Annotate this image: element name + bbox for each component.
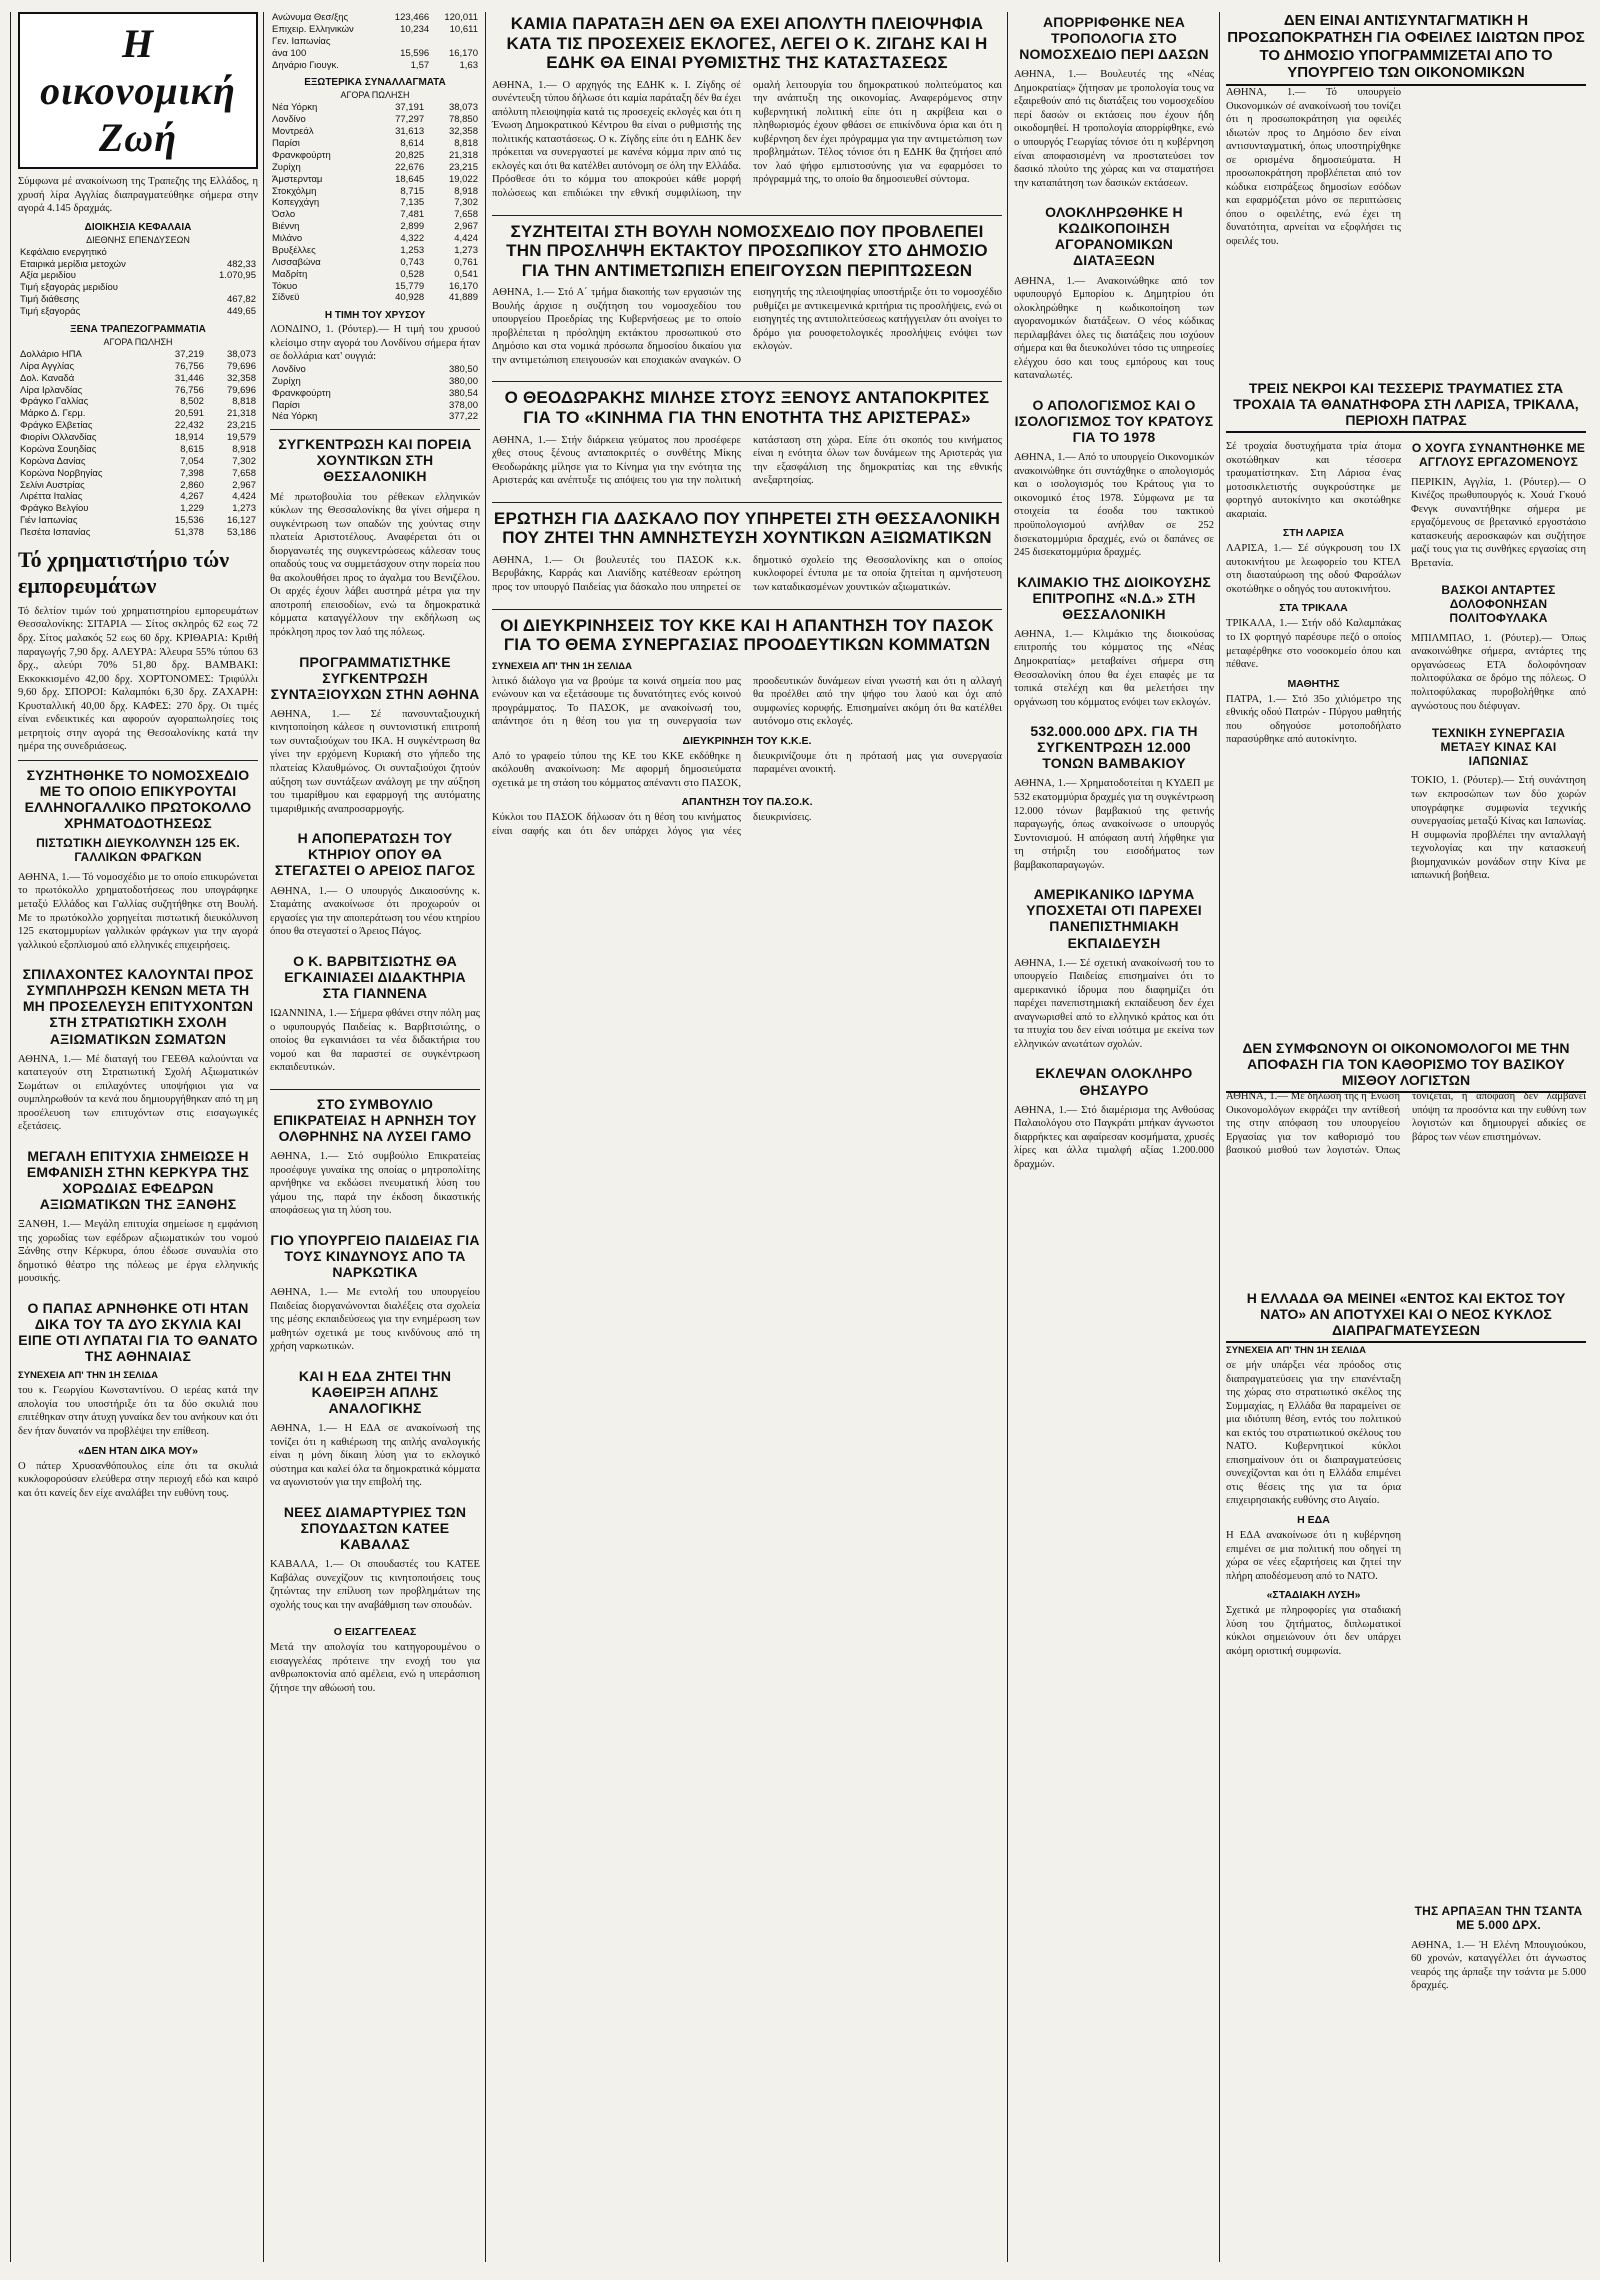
article-council-of-state xyxy=(270,1096,480,1218)
headline: Ο ΧΟΥΓΑ ΣΥΝΑΝΤΗΘΗΚΕ ΜΕ ΑΓΓΛΟΥΣ ΕΡΓΑΖΟΜΕΝΟΥΣ xyxy=(1411,441,1586,469)
table-row: Άμστερνταμ 18,645 19,022 xyxy=(272,173,478,185)
table-row: Τιμή εξαγοράς 449,65 xyxy=(20,306,256,318)
banknotes-heading: ΞΕΝΑ ΤΡΑΠΕΖΟΓΡΑΜΜΑΤΙΑ xyxy=(70,323,206,335)
section-subhead: «ΣΤΑΔΙΑΚΗ ΛΥΣΗ» xyxy=(1266,1589,1361,1602)
capital-heading: ΔΙΟΙΚΗΣΙΑ ΚΕΦΑΛΑΙΑ xyxy=(84,221,192,233)
table-row: Επιχειρ. Ελληνικών 10,234 10,611 xyxy=(272,23,478,35)
table-row: Λίρα Ιρλανδίας 76,756 79,696 xyxy=(20,384,256,396)
section-subhead: ΣΤΗ ΛΑΡΙΣΑ xyxy=(1282,527,1345,540)
article-body: ΑΘΗΝΑ, 1.— Μέ δήλωσή της η Ένωση Οικονομολόγων εκφράζει την αντίθεσή της στην απόφαση του υπουργείου Εργασίας για τον καθορισμό του βασικού μισθού των λογιστών. Όπως τονίζεται, η απόφαση δεν λαμβάνει υπόψη τα προσόντα και την ευθύνη των λογιστών και δημιουργεί αδικίες σε βάρος των νέων επιστημόνων. xyxy=(1226,1091,1586,1157)
headline: ΚΑΜΙΑ ΠΑΡΑΤΑΞΗ ΔΕΝ ΘΑ ΕΧΕΙ ΑΠΟΛΥΤΗ ΠΛΕΙΟΨΗΦΙΑ ΚΑΤΑ ΤΙΣ ΠΡΟΣΕΧΕΙΣ ΕΚΛΟΓΕΣ, ΛΕΓΕΙ Ο Κ. ΖΙΓΔΗΣ ΚΑΙ Η ΕΔΗΚ ΘΑ ΕΙΝΑΙ ΡΥΘΜΙΣΤΗΣ ΤΗΣ ΚΑΤΑΣΤΑΣΕΩΣ xyxy=(506,14,988,73)
article-body: ΞΑΝΘΗ, 1.— Μεγάλη επιτυχία σημείωσε η εμφάνιση της χορωδίας των εφέδρων αξιωματικών του νομού Ξάνθης στην Κέρκυρα, όπου έδωσε συναυλία στο δημοτικό θέατρο της πόλεως με έργα ελληνικής μουσικής. xyxy=(18,1219,258,1285)
table-row: Λιρέττα Ιταλίας 4,267 4,424 xyxy=(20,491,256,503)
foreign-exchange-subheading: ΑΓΟΡΑ ΠΩΛΗΣΗ xyxy=(340,90,410,101)
article-body: ΑΘΗΝΑ, 1.— Ο αρχηγός της ΕΔΗΚ κ. Ι. Ζίγδης σέ συνέντευξη τύπου δήλωσε ότι καμία παράταξη δέν θα έχει απόλυτη πλειοψηφία κατά τις προσεχείς εκλογές και ότι η Ένωση Δημοκρατικού Κέντρου θα είναι ο ρυθμιστής της πολιτικής καταστάσεως. Ο κ. Ζίγδης είπε ότι η ΕΔΗΚ δεν πρόκειται να συνεργαστεί με κανένα κόμμα πριν από τις εκλογές και ότι θα κατέλθει αυτόνομη σε όλη την Ελλάδα. Πρόσθεσε ότι το κόμμα του αποκρούει κάθε μορφή πολώσεως και επιδιώκει την εθνική συμφιλίωση, την ομαλή λειτουργία του δημοκρατικού πολιτεύματος και την ανάπτυξη της οικονομίας. Αναφερόμενος στην κυβερνητική πολιτική είπε ότι η ακρίβεια και ο πληθωρισμός έχουν φθάσει σε επικίνδυνα όρια και ότι η κυβέρνηση δεν έχει πρόγραμμα για την αντιμετώπιση των προβλημάτων. Τέλος τόνισε ότι η ΕΔΗΚ θα ζητήσει από τον λαό ψήφο εμπιστοσύνης για να εφαρμόσει το πρόγραμμά της, το οποίο θα δημοσιευθεί σύντομα. xyxy=(492,79,1002,200)
article-body: ΑΘΗΝΑ, 1.— Χρηματοδοτείται η ΚΥΔΕΠ με 532 εκατομμύρια δραχμές για τη συγκέντρωση 12.000 τόνων βαμβακιού της φετινής παραγωγής, όπως ανακοίνωσε ο υπουργός Συντονισμού. Η απόφαση αυτή λήφθηκε για τη στήριξη του εισοδήματος των βαμβακοπαραγωγών. xyxy=(1014,778,1214,871)
article-teacher-question xyxy=(492,509,1002,595)
headline-economists: ΔΕΝ ΣΥΜΦΩΝΟΥΝ ΟΙ ΟΙΚΟΝΟΜΟΛΟΓΟΙ ΜΕ ΤΗΝ ΑΠΟΦΑΣΗ ΓΙΑ ΤΟΝ ΚΑΘΟΡΙΣΜΟ ΤΟΥ ΒΑΣΙΚΟΥ ΜΙΣΘΟΥ ΛΟΓΙΣΤΩΝ xyxy=(1226,1040,1586,1093)
article-body: ΑΘΗΝΑ, 1.— Στό διαμέρισμα της Ανθούσας Παλαιολόγου στο Παγκράτι μπήκαν άγνωστοι διαρρήκτες και αφαίρεσαν κοσμήματα, χρυσές λίρες και άλλα τιμαλφή αξίας 1.200.000 δραχμών. xyxy=(1014,1104,1214,1170)
article-kke-pasok xyxy=(492,616,1002,839)
article-body: ΜΠΙΛΜΠΑΟ, 1. (Ρόυτερ).— Όπως ανακοινώθηκε σήμερα, αντάρτες της οργανώσεως ΕΤΑ δολοφόνησαν πολιτοφύλακα σε δρόμο της πόλεως. Ο πολιτοφύλακας πυροβολήθηκε από αγνώστους που διέφυγαν. xyxy=(1411,632,1586,712)
headline: ΝΕΕΣ ΔΙΑΜΑΡΤΥΡΙΕΣ ΤΩΝ ΣΠΟΥΔΑΣΤΩΝ ΚΑΤΕΕ ΚΑΒΑΛΑΣ xyxy=(283,1503,467,1552)
article-body: ΑΘΗΝΑ, 1.— Στήν διάρκεια γεύματος που προσέφερε χθες στους ξένους ανταποκριτές ο συνθέτης Μίκης Θεοδωράκης μίλησε για το Κίνημα για την ενότητα της Αριστεράς και ανέπτυξε τις απόψεις του για την πολιτική κατάσταση στη χώρα. Είπε ότι σκοπός του κινήματος είναι η ενότητα όλων των δυνάμεων της Αριστεράς για την εξασφάλιση της δημοκρατίας και της εθνικής ανεξαρτησίας. xyxy=(492,434,1002,487)
gold-price-table xyxy=(270,364,480,423)
section-subhead: ΑΠΑΝΤΗΣΗ ΤΟΥ ΠΑ.ΣΟ.Κ. xyxy=(681,796,813,809)
article-basque xyxy=(1411,584,1586,713)
table-row: Όσλο 7,481 7,658 xyxy=(272,209,478,221)
article-body: Η ΕΔΑ ανακοίνωσε ότι η κυβέρνηση επιμένει σε μια πολιτική που οδηγεί τη χώρα σε νέες εξαρτήσεις και ζητεί την πλήρη αποδέσμευση από το ΝΑΤΟ. xyxy=(1226,1530,1401,1582)
article-body: ΑΘΗΝΑ, 1.— Με εντολή του υπουργείου Παιδείας διοργανώνονται διαλέξεις στα σχολεία της μέσης εκπαιδεύσεως για την ενημέρωση των μαθητών σχετικά με τους κινδύνους από τη χρήση ναρκωτικών. xyxy=(270,1287,480,1353)
table-row: Πεσέτα Ισπανίας 51,378 53,186 xyxy=(20,527,256,539)
article-treasure-theft xyxy=(1014,1065,1214,1171)
capital-subheading: ΔΙΕΘΝΗΣ ΕΠΕΝΔΥΣΕΩΝ xyxy=(86,234,190,245)
article-military-school xyxy=(18,966,258,1134)
market-table xyxy=(270,12,480,71)
article-hua-workers xyxy=(1411,442,1586,570)
column-1 xyxy=(18,12,258,1514)
headline: ΓΙΟ ΥΠΟΥΡΓΕΙΟ ΠΑΙΔΕΙΑΣ ΓΙΑ ΤΟΥΣ ΚΙΝΔΥΝΟΥΣ ΑΠΟ ΤΑ ΝΑΡΚΩΤΙΚΑ xyxy=(270,1231,480,1280)
headline: ΠΡΟΓΡΑΜΜΑΤΙΣΤΗΚΕ ΣΥΓΚΕΝΤΡΩΣΗ ΣΥΝΤΑΞΙΟΥΧΩΝ ΣΤΗΝ ΑΘΗΝΑ xyxy=(270,653,480,702)
article-body-detention-debts: ΑΘΗΝΑ, 1.— Τό υπουργείο Οικονομικών σέ ανακοίνωσή του τονίζει ότι η προσωποκράτηση για οφειλές ιδιωτών προς το Δημόσιο δεν είναι αντισυνταγματική, όπως υποστηρίχθηκε σε ορισμένα δημοσιεύματα. Η προσωποκράτηση προβλέπεται από τον κώδικα εισπράξεως δημοσίων εσόδων και εφαρμόζεται μόνο σε περιπτώσεις όπου ο οφειλέτης, ενώ έχει τη δυνατότητα, αρνείται να εξοφλήσει τις οφειλές του. xyxy=(1226,87,1401,248)
column-3 xyxy=(492,12,1002,853)
table-row: Γεν. Ιαπωνίας xyxy=(272,35,331,47)
table-row: Νέα Υόρκη 377,22 xyxy=(272,411,478,423)
article-body: ΤΡΙΚΑΛΑ, 1.— Στήν οδό Καλαμπάκας το ΙΧ φορτηγό παρέσυρε πεζό ο οποίος μεταφέρθηκε στο νοσοκομείο όπου και πέθανε. xyxy=(1226,618,1401,671)
headline: ΕΚΛΕΨΑΝ ΟΛΟΚΛΗΡΟ ΘΗΣΑΥΡΟ xyxy=(1035,1065,1193,1098)
section-subhead: Η ΕΔΑ xyxy=(1297,1514,1330,1527)
article-xanthi-choir xyxy=(18,1148,258,1286)
headline: ΟΛΟΚΛΗΡΩΘΗΚΕ Η ΚΩΔΙΚΟΠΟΙΗΣΗ ΑΓΟΡΑΝΟΜΙΚΩΝ ΔΙΑΤΑΞΕΩΝ xyxy=(1045,204,1183,269)
article-body: ΑΘΗΝΑ, 1.— Κλιμάκιο της διοικούσας επιτροπής του κόμματος της «Νέας Δημοκρατίας» μεταβαίνει σήμερα στη Θεσσαλονίκη όπου θα έχει επαφές με τα τοπικά στελέχη και θα μελετήσει την οργάνωση του κόμματος ενόψει των εκλογών. xyxy=(1014,628,1214,708)
subheadline: ΠΙΣΤΩΤΙΚΗ ΔΙΕΥΚΟΛΥΝΣΗ 125 ΕΚ. ΓΑΛΛΙΚΩΝ ΦΡΑΓΚΩΝ xyxy=(36,836,240,865)
table-row: Κοπεγχάγη 7,135 7,302 xyxy=(272,197,478,209)
article-body: Σχετικά με πληροφορίες για σταδιακή λύση του ζητήματος, διπλωματικοί κύκλοι σημειώνουν ότι δεν υπάρχει ακόμη οριστική συμφωνία. xyxy=(1226,1605,1401,1657)
table-row: Νέα Υόρκη 37,191 38,073 xyxy=(272,102,478,114)
article-body: ΑΘΗΝΑ, 1.— Στό συμβούλιο Επικρατείας προσέφυγε γυναίκα της οποίας ο μητροπολίτης αρνήθηκε να εκδώσει πνευματική λύση του γάμου της, παρά την έκδοση δικαστικής αποφάσεως για τη λύση του. xyxy=(270,1150,480,1217)
article-china-japan xyxy=(1411,727,1586,883)
article-body: Από το γραφείο τύπου της ΚΕ του ΚΚΕ εκδόθηκε η ακόλουθη ανακοίνωση: Με αφορμή δημοσιεύματα σχετικά με τη στάση του κόμματος απέναντι στο ΠΑΣΟΚ, διευκρινίζουμε ότι η πρότασή μας για συνεργασία παραμένει ανοικτή. xyxy=(492,750,1002,789)
article-bag-snatch xyxy=(1411,1905,1586,1993)
masthead: Η οικονομική Ζωή xyxy=(18,12,258,169)
article-nd-thessaloniki xyxy=(1014,574,1214,710)
table-row: Τιμή εξαγοράς μεριδίου xyxy=(20,282,118,294)
table-row: Παρίσι 378,00 xyxy=(272,399,478,411)
article-body: Μετά την απολογία του κατηγορουμένου ο εισαγγελέας πρότεινε την ενοχή του για ανθρωποκτονία από αμέλεια, ενώ η υπεράσπιση ζήτησε την αθώωσή του. xyxy=(270,1642,480,1694)
headline: ΤΗΣ ΑΡΠΑΞΑΝ ΤΗΝ ΤΣΑΝΤΑ ΜΕ 5.000 ΔΡΧ. xyxy=(1414,1904,1583,1932)
column-4 xyxy=(1014,12,1214,1185)
article-body: ΑΘΗΝΑ, 1.— Σέ σχετική ανακοίνωσή του το υπουργείο Παιδείας επισημαίνει ότι το αμερικανικό ίδρυμα που διαφημίζει ότι παρέχει πανεπιστημιακή εκπαίδευση δεν έχει αναγνωρισθεί από το ελληνικό κράτος και ότι τα πτυχία του δεν είναι ισότιμα με εκείνα των ελληνικών ανωτάτων σχολών. xyxy=(1014,957,1214,1050)
table-row: Αξία μεριδίου 1.070,95 xyxy=(20,270,256,282)
table-row: Λονδίνο 77,297 78,850 xyxy=(272,114,478,126)
column-6-lower xyxy=(1411,1345,1586,2007)
column-5 xyxy=(1226,86,1401,249)
article-forests-bill xyxy=(1014,14,1214,190)
article-body: ΑΘΗΝΑ, 1.— Οι βουλευτές του ΠΑΣΟΚ κ.κ. Βερυβάκης, Καρράς και Λιανίδης κατέθεσαν ερώτηση προς τον υπουργό Παιδείας για δάσκαλο που υπηρετεί σε δημοτικό σχολείο της Θεσσαλονίκης και ο οποίος κυκλοφορεί έντυπα με τα οποία ζητείται η αμνήστευση των καταδικασμένων χουντικών αξιωματικών. xyxy=(492,554,1002,593)
table-row: Δολλάριο ΗΠΑ 37,219 38,073 xyxy=(20,348,256,360)
commodity-exchange-heading: Τό χρηματιστήριο τών εμπορευμάτων xyxy=(18,546,230,598)
table-row: Ανώνυμα Θεσ/ξης 123,466 120,011 xyxy=(272,12,478,23)
article-body: σε μήν υπάρξει νέα πρόοδος στις διαπραγματεύσεις για την επανένταξη της χώρας στο στρατιωτικό σκέλος της Συμμαχίας, η Ελλάδα θα παραμείνει σε μια ιδιότυπη θέση, εντός του πολιτικού και εκτός του στρατιωτικού σκέλους του ΝΑΤΟ. Κυβερνητικοί κύκλοι επισημαίνουν ότι οι διαπραγματεύσεις συνεχίζονται και ότι η Ελλάδα επιμένει στις θέσεις της για τα όρια επιχειρησιακής ευθύνης στο Αιγαίο. xyxy=(1226,1360,1401,1507)
continuation-note: ΣΥΝΕΧΕΙΑ ΑΠ' ΤΗΝ 1Η ΣΕΛΙΔΑ xyxy=(492,660,632,672)
article-state-balance-1978 xyxy=(1014,397,1214,560)
article-body: ΑΘΗΝΑ, 1.— Μέ διαταγή του ΓΕΕΘΑ καλούνται να κατατεγούν στη Στρατιωτική Σχολή Αξιωματικών Σωμάτων οι επιλαχόντες υποψήφιοι για να συμπληρωθούν τα κενά που δημιουργήθηκαν από τη μη προσέλευση των επιτυχόντων στις εισαγωγικές εξετάσεις. xyxy=(18,1053,258,1133)
article-body: ΤΟΚΙΟ, 1. (Ρόυτερ).— Στή συνάντηση των εκπροσώπων των δύο χωρών υπογράφηκε συμφωνία τεχνικής συνεργασίας μεταξύ Κίνας και Ιαπωνίας. Η συμφωνία προβλέπει την ανταλλαγή τεχνολογίας και την κατασκευή βιομηχανικών μονάδων στην Κίνα με ιαπωνική βοήθεια. xyxy=(1411,775,1586,882)
continuation-note: ΣΥΝΕΧΕΙΑ ΑΠ' ΤΗΝ 1Η ΣΕΛΙΔΑ xyxy=(1226,1345,1366,1356)
article-prosecutor xyxy=(270,1626,480,1695)
foreign-exchange-heading: ΕΞΩΤΕΡΙΚΑ ΣΥΝΑΛΛΑΓΜΑΤΑ xyxy=(304,77,446,89)
article-kavala-students xyxy=(270,1504,480,1612)
continuation-note: ΣΥΝΕΧΕΙΑ ΑΠ' ΤΗΝ 1Η ΣΕΛΙΔΑ xyxy=(18,1370,158,1382)
article-body: ΑΘΗΝΑ, 1.— Τό νομοσχέδιο με το οποίο επικυρώνεται το πρωτόκολλο χρηματοδοτήσεως που υπογράφηκε μεταξύ Ελλάδος και Γαλλίας συζητήθηκε στη Βουλή. Με το πρωτόκολλο χορηγείται πιστωτική διευκόλυνση 125 εκατομμυρίων γαλλικών φράγκων για την αγορά γαλλικού εξοπλισμού από ελληνικές επιχειρήσεις. xyxy=(18,871,258,951)
article-cotton xyxy=(1014,723,1214,872)
article-drugs xyxy=(270,1232,480,1354)
gold-price-text: ΛΟΝΔΙΝΟ, 1. (Ρόυτερ).— Η τιμή του χρυσού κλείσιμο στην αγορά του Λονδίνου σήμερα ήταν σε δολλάρια κατ' ουγγιά: xyxy=(270,324,480,363)
article-body: ΑΘΗΝΑ, 1.— Από το υπουργείο Οικονομικών ανακοινώθηκε ότι συντάχθηκε ο απολογισμός και ο ισολογισμός του Κράτους για το οικονομικό έτος 1978. Σύμφωνα με τα στοιχεία τα έσοδα του τακτικού προϋπολογισμού ανήλθαν σε 252 δισεκατομμύρια δραχμές, ενώ οι δαπάνες σε 245 δισεκατομμύρια δραχμές. xyxy=(1014,452,1214,559)
table-row: Κορώνα Σουηδίας 8,615 8,918 xyxy=(20,443,256,455)
table-row: Λονδίνο 380,50 xyxy=(272,363,478,375)
section-subhead: Ο ΕΙΣΑΓΓΕΛΕΑΣ xyxy=(333,1626,417,1639)
gold-price-heading: Η ΤΙΜΗ ΤΟΥ ΧΡΥΣΟΥ xyxy=(324,310,426,322)
headline: ΒΑΣΚΟΙ ΑΝΤΑΡΤΕΣ ΔΟΛΟΦΟΝΗΣΑΝ ΠΟΛΙΤΟΦΥΛΑΚΑ xyxy=(1441,583,1556,626)
section-subhead: ΔΙΕΥΚΡΙΝΗΣΗ ΤΟΥ Κ.Κ.Ε. xyxy=(682,734,812,747)
headline: Ο Κ. ΒΑΡΒΙΤΣΙΩΤΗΣ ΘΑ ΕΓΚΑΙΝΙΑΣΕΙ ΔΙΔΑΚΤΗΡΙΑ ΣΤΑ ΓΙΑΝΝΕΝΑ xyxy=(284,952,466,1001)
article-priest-dogs xyxy=(18,1300,258,1500)
headline: ΚΛΙΜΑΚΙΟ ΤΗΣ ΔΙΟΙΚΟΥΣΗΣ ΕΠΙΤΡΟΠΗΣ «Ν.Δ.» ΣΤΗ ΘΕΣΣΑΛΟΝΙΚΗ xyxy=(1017,573,1211,622)
article-body: του κ. Γεωργίου Κωνσταντίνου. Ο ιερέας κατά την απολογία του υποστήριξε ότι τα δύο σκυλιά που επιτέθηκαν στην άτυχη γυναίκα δεν του ανήκουν και ότι δεν ήταν δυνατόν να προβλέψει την επίθεση. xyxy=(18,1385,258,1438)
table-row: Φράγκο Γαλλίας 8,502 8,818 xyxy=(20,396,256,408)
table-row: Δολ. Καναδά 31,446 32,358 xyxy=(20,372,256,384)
headline-traffic-accidents: ΤΡΕΙΣ ΝΕΚΡΟΙ ΚΑΙ ΤΕΣΣΕΡΙΣ ΤΡΑΥΜΑΤΙΕΣ ΣΤΑ ΤΡΟΧΑΙΑ ΤΑ ΘΑΝΑΤΗΦΟΡΑ ΣΤΗ ΛΑΡΙΣΑ, ΤΡΙΚΑΛΑ, ΠΕΡΙΟΧΗ ΠΑΤΡΑΣ xyxy=(1226,380,1586,433)
table-row: Μοντρεάλ 31,613 32,358 xyxy=(272,126,478,138)
article-eda-proportional xyxy=(270,1368,480,1490)
headline: 532.000.000 ΔΡΧ. ΓΙΑ ΤΗ ΣΥΓΚΕΝΤΡΩΣΗ 12.000 ΤΟΝΩΝ ΒΑΜΒΑΚΙΟΥ xyxy=(1030,723,1198,772)
column-5-economists xyxy=(1226,1090,1586,1158)
article-body: ΑΘΗΝΑ, 1.— Ή Ελένη Μπουγιούκου, 60 χρονών, καταγγέλλει ότι άγνωστος νεαρός της άρπαξε την τσάντα με 5.000 δραχμές. xyxy=(1411,1939,1586,1992)
table-row: Φιορίνι Ολλανδίας 18,914 19,579 xyxy=(20,432,256,444)
table-row: Βρυξέλλες 1,253 1,273 xyxy=(272,244,478,256)
article-body: Κύκλοι του ΠΑΣΟΚ δήλωσαν ότι η θέση του κινήματος είναι σαφής και ότι δεν υπάρχει λόγος για νέες διευκρινίσεις. xyxy=(492,812,812,837)
headline: ΟΙ ΔΙΕΥΚΡΙΝΗΣΕΙΣ ΤΟΥ ΚΚΕ ΚΑΙ Η ΑΠΑΝΤΗΣΗ ΤΟΥ ΠΑΣΟΚ ΓΙΑ ΤΟ ΘΕΜΑ ΣΥΝΕΡΓΑΣΙΑΣ ΠΡΟΟΔΕΥΤΙΚΩΝ ΚΟΜΜΑΤΩΝ xyxy=(500,615,994,655)
headline: Ο ΑΠΟΛΟΓΙΣΜΟΣ ΚΑΙ Ο ΙΣΟΛΟΓΙΣΜΟΣ ΤΟΥ ΚΡΑΤΟΥΣ ΓΙΑ ΤΟ 1978 xyxy=(1014,396,1214,446)
table-row: Φράγκο Ελβετίας 22,432 23,215 xyxy=(20,420,256,432)
article-pensioners xyxy=(270,654,480,817)
headline: Ο ΘΕΟΔΩΡΑΚΗΣ ΜΙΛΗΣΕ ΣΤΟΥΣ ΞΕΝΟΥΣ ΑΝΤΑΠΟΚΡΙΤΕΣ ΓΙΑ ΤΟ «ΚΙΝΗΜΑ ΓΙΑ ΤΗΝ ΕΝΟΤΗΤΑ ΤΗΣ ΑΡΙΣΤΕΡΑΣ» xyxy=(504,388,990,428)
headline-nato: Η ΕΛΛΑΔΑ ΘΑ ΜΕΙΝΕΙ «ΕΝΤΟΣ ΚΑΙ ΕΚΤΟΣ ΤΟΥ ΝΑΤΟ» ΑΝ ΑΠΟΤΥΧΕΙ ΚΑΙ Ο ΝΕΟΣ ΚΥΚΛΟΣ ΔΙΑΠΡΑΓΜΑΤΕΥΣΕΩΝ xyxy=(1226,1290,1586,1343)
table-row: άνα 100 15,596 16,170 xyxy=(272,47,478,59)
gold-sovereign-note: Σύμφωνα μέ ανακοίνωση της Τραπεζης της Ελλάδος, η χρυσή λίρα Αγγλίας διαπραγματεύθηκε σήμερα στην αγορά 4.145 δραχμάς. xyxy=(18,176,258,215)
table-row: Κορώνα Νορβηγίας 7,398 7,658 xyxy=(20,467,256,479)
headline: ΣΥΖΗΤΗΘΗΚΕ ΤΟ ΝΟΜΟΣΧΕΔΙΟ ΜΕ ΤΟ ΟΠΟΙΟ ΕΠΙΚΥΡΟΥΤΑΙ ΕΛΛΗΝΟΓΑΛΛΙΚΟ ΠΡΩΤΟΚΟΛΛΟ ΧΡΗΜΑΤΟΔΟΤΗΣΕΩΣ xyxy=(24,766,252,832)
headline: ΣΥΓΚΕΝΤΡΩΣΗ ΚΑΙ ΠΟΡΕΙΑ ΧΟΥΝΤΙΚΩΝ ΣΤΗ ΘΕΣΣΑΛΟΝΙΚΗ xyxy=(278,436,472,485)
article-body: ΑΘΗΝΑ, 1.— Ανακοινώθηκε από τον υφυπουργό Εμπορίου κ. Δημητρίου ότι ολοκληρώθηκε η κωδικοποίηση των αγορανομικών διατάξεων. Ο νέος κώδικας περιλαμβάνει όλες τις διατάξεις που ισχύουν σήμερα και θα διευκολύνει τόσο τις υπηρεσίες ελέγχου όσο και τους εμπόρους και τους καταναλωτές. xyxy=(1014,275,1214,382)
section-subhead: ΜΑΘΗΤΗΣ xyxy=(1287,677,1340,690)
commodity-exchange-text: Τό δελτίον τιμών τού χρηματιστηρίου εμπορευμάτων Θεσσαλονίκης: ΣΙΤΑΡΙΑ — Σίτος σκληρός 62 εως 72 δρχ. Σίτος μαλακός 52 εως 60 δρχ. ΚΡΙΘΑΡΙΑ: Κριθή παραγωγής 7,90 δρχ. ΑΛΕΥΡΑ: Άλευρα 55% τύπου 63 δρχ., αλεύρι 70% 51,80 δρχ. ΒΑΜΒΑΚΙ: Εκκοκκισμένο 42,00 δρχ. ΧΟΡΤΟΝΟΜΕΣ: Τριφύλλι 9,60 δρχ. ΣΠΟΡΟΙ: Καλαμπόκι 6,30 δρχ. ΖΑΧΑΡΗ: Κρυσταλλική 40,00 δρχ. ΚΑΦΕΣ: 270 δρχ. Οι τιμές είναι ενδεικτικές και αφορούν αγοραπωλησίες τοις μετρητοίς στην αγορά της Θεσσαλονίκης κατά την ημέρα της συνεδριάσεως. xyxy=(18,605,258,753)
page-left-edge-strip xyxy=(0,12,11,2262)
article-body: ΑΘΗΝΑ, 1.— Η ΕΔΑ σε ανακοίνωσή της τονίζει ότι η καθιέρωση της απλής αναλογικής είναι η μόνη δίκαιη λύση για το εκλογικό σύστημα και καλεί όλα τα δημοκρατικά κόμματα να αγωνιστούν για την επιβολή της. xyxy=(270,1423,480,1489)
article-body: ΑΘΗΝΑ, 1.— Στό Α΄ τμήμα διακοπής των εργασιών της Βουλής άρχισε η συζήτηση του νομοσχεδίου του υπουργείου Προεδρίας της Κυβερνήσεως με το οποίο προβλέπεται η πρόσληψη εκτάκτου προσωπικού στο Δημόσιο και στα νομικά πρόσωπα δημοσίου δικαίου για την αντιμετώπιση επειγουσών και εποχιακών αναγκών. Ο εισηγητής της πλειοψηφίας υποστήριξε ότι το νομοσχέδιο ρυθμίζει με αντικειμενικά κριτήρια τις προσλήψεις, ενώ οι εισηγητές της αντιπολιτεύσεως κατήγγειλαν ότι ανοίγει το δρόμο για ρουσφετολογικές προσλήψεις ενόψει των εκλογών. xyxy=(492,287,1002,366)
headline: ΣΤΟ ΣΥΜΒΟΥΛΙΟ ΕΠΙΚΡΑΤΕΙΑΣ Η ΑΡΝΗΣΗ ΤΟΥ ΟΛΘΡΗΝΗΣ ΝΑ ΛΥΣΕΙ ΓΑΜΟ xyxy=(273,1095,477,1144)
table-row: Μάρκο Δ. Γερμ. 20,591 21,318 xyxy=(20,408,256,420)
headline: ΤΕΧΝΙΚΗ ΣΥΝΕΡΓΑΣΙΑ ΜΕΤΑΞΥ ΚΙΝΑΣ ΚΑΙ ΙΑΠΩΝΙΑΣ xyxy=(1431,726,1566,768)
table-row: Εταιρικά μερίδια μετοχών 482,33 xyxy=(20,258,256,270)
headline-detention-debts: ΔΕΝ ΕΙΝΑΙ ΑΝΤΙΣΥΝΤΑΓΜΑΤΙΚΗ Η ΠΡΟΣΩΠΟΚΡΑΤΗΣΗ ΓΙΑ ΟΦΕΙΛΕΣ ΙΔΙΩΤΩΝ ΠΡΟΣ ΤΟ ΔΗΜΟΣΙΟ ΥΠΟΓΡΑΜΜΙΖΕΤΑΙ ΑΠΟ ΤΟ ΥΠΟΥΡΓΕΙΟ ΤΩΝ ΟΙΚΟΝΟΜΙΚΩΝ xyxy=(1226,12,1586,86)
table-row: Βιέννη 2,899 2,967 xyxy=(272,221,478,233)
table-row: Σίδνεϋ 40,928 41,889 xyxy=(272,292,478,304)
article-body: ΑΘΗΝΑ, 1.— Βουλευτές της «Νέας Δημοκρατίας» ζήτησαν με τροπολογία τους να εξαιρεθούν από τις διατάξεις του νομοσχεδίου περί δασών οι εκτάσεις που έχουν ήδη οικοδομηθεί. Η τροπολογία απορρίφθηκε, ενώ ο υπουργός Γεωργίας τόνισε ότι η κυβέρνηση είναι αποφασισμένη να προστατεύσει τον δασικό πλούτο της χώρας και να σταματήσει την καταπάτηση των δασικών εκτάσεων. xyxy=(1014,69,1214,189)
section-subhead: «ΔΕΝ ΗΤΑΝ ΔΙΚΑ ΜΟΥ» xyxy=(78,1444,198,1457)
article-body: λιτικό διάλογο για να βρούμε τα κοινά σημεία που μας ενώνουν και να εξετάσουμε τις δυνατότητες ενός κοινού προγράμματος. Το ΠΑΣΟΚ, με ανακοίνωσή του, απάντησε ότι η θέση του για τη συνεργασία των προοδευτικών δυνάμεων είναι γνωστή και ότι η αλλαγή θα προέλθει από την ψήφο του λαού και όχι από συμφωνίες κορυφής. Επισημαίνει ακόμη ότι θα κατέλθει αυτόνομο στις εκλογές. xyxy=(492,675,1002,728)
article-body: ΛΑΡΙΣΑ, 1.— Σέ σύγκρουση του ΙΧ αυτοκινήτου με λεωφορείο του ΚΤΕΛ στη διασταύρωση της οδού Φαρσάλων σκοτώθηκε ο οδηγός του αυτοκινήτου. xyxy=(1226,543,1401,595)
article-ioannina-schools xyxy=(270,953,480,1075)
banknotes-table xyxy=(18,349,258,539)
table-row: Φρανκφούρτη 380,54 xyxy=(272,387,478,399)
article-junta-rally xyxy=(270,436,480,639)
table-row: Γιέν Ιαπωνίας 15,536 16,127 xyxy=(20,515,256,527)
headline: ΑΜΕΡΙΚΑΝΙΚΟ ΙΔΡΥΜΑ ΥΠΟΣΧΕΤΑΙ ΟΤΙ ΠΑΡΕΧΕΙ ΠΑΝΕΠΙΣΤΗΜΙΑΚΗ ΕΚΠΑΙΔΕΥΣΗ xyxy=(1026,886,1202,951)
table-row: Σελίνι Αυστρίας 2,860 2,967 xyxy=(20,479,256,491)
table-row: Φρανκφούρτη 20,825 21,318 xyxy=(272,149,478,161)
headline: ΜΕΓΑΛΗ ΕΠΙΤΥΧΙΑ ΣΗΜΕΙΩΣΕ Η ΕΜΦΑΝΙΣΗ ΣΤΗΝ ΚΕΡΚΥΡΑ ΤΗΣ ΧΟΡΩΔΙΑΣ ΕΦΕΔΡΩΝ ΑΞΙΩΜΑΤΙΚΩΝ ΤΗΣ ΞΑΝΘΗΣ xyxy=(26,1147,250,1213)
headline: ΕΡΩΤΗΣΗ ΓΙΑ ΔΑΣΚΑΛΟ ΠΟΥ ΥΠΗΡΕΤΕΙ ΣΤΗ ΘΕΣΣΑΛΟΝΙΚΗ ΠΟΥ ΖΗΤΕΙ ΤΗΝ ΑΜΝΗΣΤΕΥΣΗ ΧΟΥΝΤΙΚΩΝ ΑΞΙΩΜΑΤΙΚΩΝ xyxy=(493,508,1001,548)
article-body: Σέ τροχαία δυστυχήματα τρία άτομα σκοτώθηκαν και τέσσερα τραυματίστηκαν. Στη Λάρισα ένας μοτοσικλετιστής συγκρούστηκε με φορτηγό αυτοκίνητο και σκοτώθηκε ακαριαία. xyxy=(1226,441,1401,520)
table-row: Ζυρίχη 22,676 23,215 xyxy=(272,161,478,173)
headline: ΣΠΙΛΑΧΟΝΤΕΣ ΚΑΛΟΥΝΤΑΙ ΠΡΟΣ ΣΥΜΠΛΗΡΩΣΗ ΚΕΝΩΝ ΜΕΤΑ ΤΗ ΜΗ ΠΡΟΣΕΛΕΥΣΗ ΕΠΙΤΥΧΟΝΤΩΝ ΣΤΗ ΣΤΡΑΤΙΩΤΙΚΗ ΣΧΟΛΗ ΑΞΙΩΜΑΤΙΚΩΝ ΣΩΜΑΤΩΝ xyxy=(22,966,254,1047)
article-body: ΚΑΒΑΛΑ, 1.— Οι σπουδαστές του ΚΑΤΕΕ Καβάλας συνεχίζουν τις κινητοποιήσεις τους ζητώντας την επίλυση των προβλημάτων της σχολής τους και την αναβάθμιση των σπουδών. xyxy=(270,1559,480,1611)
article-body: ΑΘΗΝΑ, 1.— Ο υπουργός Δικαιοσύνης κ. Σταμάτης ανακοίνωσε ότι προχωρούν οι εργασίες για την αποπεράτωση του νέου κτηρίου όπου θα στεγαστεί ο Άρειος Πάγος. xyxy=(270,885,480,938)
table-row: Τιμή διάθεσης 467,82 xyxy=(20,294,256,306)
article-body: Ο πάτερ Χρυσανθόπουλος είπε ότι τα σκυλιά κυκλοφορούσαν ελεύθερα στην περιοχή εδώ και καιρό και ότι κανείς δεν είχε αναλάβει την ευθύνη τους. xyxy=(18,1460,258,1499)
headline: ΚΑΙ Η ΕΔΑ ΖΗΤΕΙ ΤΗΝ ΚΑΘΕΙΡΞΗ ΑΠΛΗΣ ΑΝΑΛΟΓΙΚΗΣ xyxy=(298,1367,452,1416)
headline: Η ΑΠΟΠΕΡΑΤΩΣΗ ΤΟΥ ΚΤΗΡΙΟΥ ΟΠΟΥ ΘΑ ΣΤΕΓΑΣΤΕΙ Ο ΑΡΕΙΟΣ ΠΑΓΟΣ xyxy=(274,830,476,879)
article-zigdis xyxy=(492,14,1002,201)
table-row: Παρίσι 8,614 8,818 xyxy=(272,138,478,149)
article-body: Μέ πρωτοβουλία του ρέθεκων ελληνικών κύκλων της Θεσσαλονίκης θα γίνει σήμερα η συγκέντρωση των οπαδών της χούντας στην πλατεία Αριστοτέλους. Αναφέρεται ότι οι διοργανωτές της συγκεντρώσεως κάλεσαν τους οπαδούς τους να συμμετάσχουν στην πορεία που θα ακολουθήσει προς το άγαλμα του Βενιζέλου. Οι αρχές έχουν λάβει αυστηρά μέτρα για την αποτροπή επεισοδίων, ενώ τα δημοκρατικά κόμματα καταγγέλλουν την εκδήλωση ως πρόκληση προς τον λαό της πόλεως. xyxy=(270,491,480,639)
table-row: Δηνάριο Γιουγκ. 1,57 1,63 xyxy=(272,59,478,71)
article-american-foundation xyxy=(1014,886,1214,1051)
table-row: Κεφάλαιο ενεργητικό xyxy=(20,246,107,258)
table-row: Στοκχόλμη 8,715 8,918 xyxy=(272,185,478,197)
table-row: Λίρα Αγγλίας 76,756 79,696 xyxy=(20,360,256,372)
headline: ΑΠΟΡΡΙΦΘΗΚΕ ΝΕΑ ΤΡΟΠΟΛΟΓΙΑ ΣΤΟ ΝΟΜΟΣΧΕΔΙΟ ΠΕΡΙ ΔΑΣΩΝ xyxy=(1019,14,1209,63)
banknotes-subheading: ΑΓΟΡΑ ΠΩΛΗΣΗ xyxy=(103,336,173,347)
foreign-exchange-table xyxy=(270,102,480,304)
section-subhead: ΣΤΑ ΤΡΙΚΑΛΑ xyxy=(1279,602,1348,615)
table-row: Μαδρίτη 0,528 0,541 xyxy=(272,268,478,280)
column-6 xyxy=(1411,440,1586,897)
article-theodorakis xyxy=(492,388,1002,487)
article-areios-pagos xyxy=(270,830,480,938)
article-market-codification xyxy=(1014,204,1214,383)
column-5-lower xyxy=(1226,440,1401,747)
article-greek-french-protocol xyxy=(18,767,258,952)
table-row: Ζυρίχη 380,00 xyxy=(272,375,478,387)
table-row: Κορώνα Δανίας 7,054 7,302 xyxy=(20,455,256,467)
article-temporary-staff xyxy=(492,222,1002,368)
article-body: ΠΕΡΙΚΙΝ, Αγγλία, 1. (Ρόυτερ).— Ο Κινέζος πρωθυπουργός κ. Χουά Γκουό Φενγκ συναντήθηκε σήμερα με εργαζόμενους σε βρετανικό εργοστάσιο κατασκευής αεροσκαφών και συζήτησε μαζί τους για τις συνθήκες εργασίας στη Βρετανία. xyxy=(1411,476,1586,569)
article-body: ΑΘΗΝΑ, 1.— Σέ πανσυνταξιουχική κινητοποίηση κάλεσε η συντονιστική επιτροπή των συνταξιούχων του ΙΚΑ. Η συγκέντρωση θα γίνει την ερχόμενη Κυριακή στο γήπεδο της πλατείας Κλαυθμώνος. Οι συνταξιούχοι ζητούν αύξηση των συντάξεων ανάλογη με την αύξηση του τιμαρίθμου και εφαρμογή της αυτόματης τιμαριθμικής αναπροσαρμογής. xyxy=(270,708,480,815)
column-5-nato xyxy=(1226,1345,1401,1658)
table-row: Λισσαβώνα 0,743 0,761 xyxy=(272,256,478,268)
column-2 xyxy=(270,12,480,1709)
table-row: Τόκυο 15,779 16,170 xyxy=(272,280,478,292)
headline: Ο ΠΑΠΑΣ ΑΡΝΗΘΗΚΕ ΟΤΙ ΗΤΑΝ ΔΙΚΑ ΤΟΥ ΤΑ ΔΥΟ ΣΚΥΛΙΑ ΚΑΙ ΕΙΠΕ ΟΤΙ ΛΥΠΑΤΑΙ ΓΙΑ ΤΟ ΘΑΝΑΤΟ ΤΗΣ ΑΘΗΝΑΙΑΣ xyxy=(18,1300,258,1365)
headline: ΣΥΖΗΤΕΙΤΑΙ ΣΤΗ ΒΟΥΛΗ ΝΟΜΟΣΧΕΔΙΟ ΠΟΥ ΠΡΟΒΛΕΠΕΙ ΤΗΝ ΠΡΟΣΛΗΨΗ ΕΚΤΑΚΤΟΥ ΠΡΟΣΩΠΙΚΟΥ ΣΤΟ ΔΗΜΟΣΙΟ ΓΙΑ ΤΗΝ ΑΝΤΙΜΕΤΩΠΙΣΗ ΕΠΕΙΓΟΥΣΩΝ ΠΕΡΙΠΤΩΣΕΩΝ xyxy=(506,221,988,280)
article-body: ΙΩΑΝΝΙΝΑ, 1.— Σήμερα φθάνει στην πόλη μας ο υφυπουργός Παιδείας κ. Βαρβιτσιώτης, ο οποίος θα εγκαινιάσει τα νέα διδακτήρια του νομού και θα παραστεί σε συγκέντρωση εκπαιδευτικών. xyxy=(270,1007,480,1074)
capital-table xyxy=(18,247,258,318)
table-row: Μιλάνο 4,322 4,424 xyxy=(272,233,478,244)
article-body: ΠΑΤΡΑ, 1.— Στό 35ο χιλιόμετρο της εθνικής οδού Πατρών - Πύργου μαθητής που οδηγούσε μοτοποδήλατο παρασύρθηκε από αυτοκίνητο. xyxy=(1226,693,1401,746)
table-row: Φράγκο Βελγίου 1,229 1,273 xyxy=(20,503,256,515)
